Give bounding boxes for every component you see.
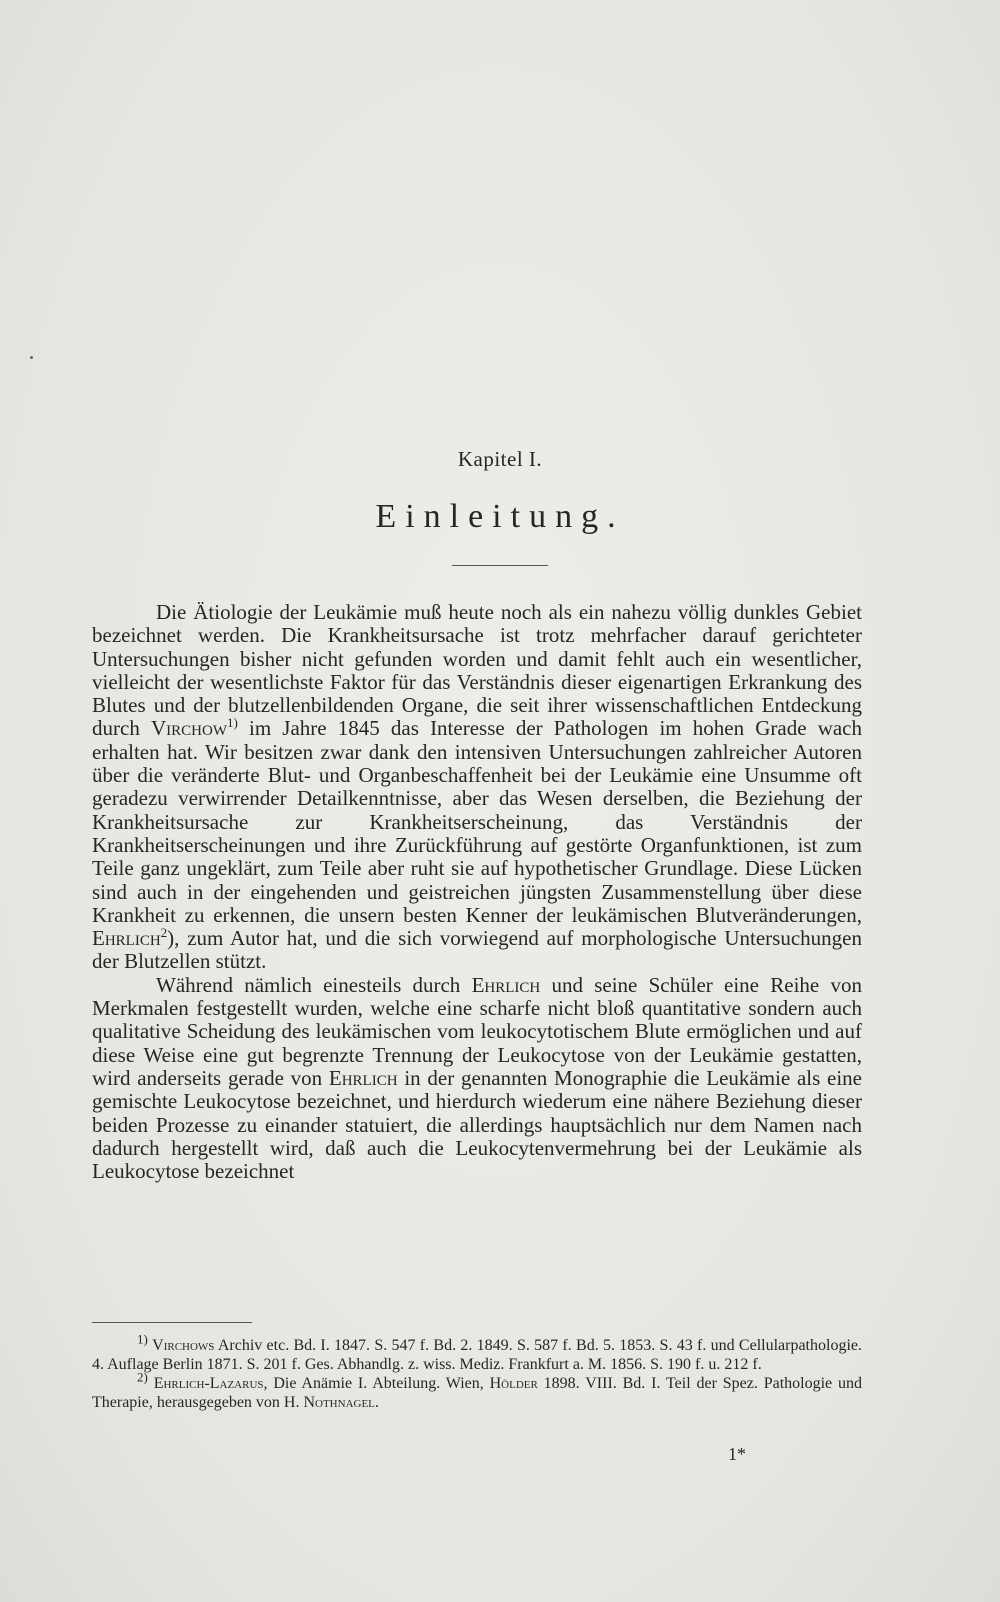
- footnote-2: $^{2)}$ Ehrlich-Lazarus, Die Anämie I. Abteilung. Wien, Hölder 1898. VIII. Bd. I. Teil der Spez. Pathologie und Therapie, herausgegeben von H. Nothnagel.: [92, 1369, 862, 1411]
- footnote-1-mark: 1: [137, 1331, 144, 1347]
- paragraph-2-text-a: Während nämlich einesteils durch: [156, 972, 461, 997]
- author-ehrlich: Ehrlich: [328, 1065, 398, 1090]
- author-ehrlich: Ehrlich: [471, 972, 541, 997]
- margin-speck: [30, 356, 33, 359]
- paragraph-2-text-b: und seine Schüler eine Reihe von Merkmalen festgestellt wurden, welche eine scharfe nicht bloß quantitative sondern auch qualitative Scheidung des leukämischen vom leukocytotischem Blute ermöglichen und auf diese Weise eine gut begrenzte Trennung der Leukocytose von der Leukämie gestatten, wird anderseits gerade von: [92, 972, 862, 1090]
- paragraph-1-text-c: ), zum Autor hat, und die sich vorwiegend auf morphologische Untersuchungen der Blutzellen stützt.: [92, 926, 862, 974]
- footnote-2-publisher: Hölder: [489, 1375, 538, 1392]
- footnote-1: $^{1)}$ Virchows Archiv etc. Bd. I. 1847. S. 547 f. Bd. 2. 1849. S. 587 f. Bd. 5. 1853. S. 43 f. und Cellularpathologie. 4. Auflage Berlin 1871. S. 201 f. Ges. Abhandlg. z. wiss. Mediz. Frankfurt a. M. 1856. S. 190 f. u. 212 f.: [92, 1331, 862, 1373]
- paragraph-2: [92, 974, 862, 1184]
- paragraph-1-text-a: Die Ätiologie der Leukämie muß heute noch als ein nahezu völlig dunkles Gebiet bezeichnet werden. Die Krankheitsursache ist trotz mehrfacher darauf gerichteter Untersuchungen bisher nicht gefunden worden und damit fehlt auch ein wesentlicher, vielleicht der wesentlichste Faktor für das Verständnis dieser eigenartigen Erkrankung des Blutes und der blutzellenbildenden Organe, die seit ihrer wissenschaftlichen Entdeckung durch: [92, 600, 862, 741]
- footnote-2-mark: 2: [137, 1369, 144, 1385]
- chapter-label: Kapitel I.: [457, 447, 543, 471]
- footnote-2-author: Ehrlich-Lazarus: [153, 1375, 264, 1392]
- footnote-1-text: Archiv etc. Bd. I. 1847. S. 547 f. Bd. 2. 1849. S. 587 f. Bd. 5. 1853. S. 43 f. und Cellularpathologie. 4. Auflage Berlin 1871. S. 201 f. Ges. Abhandlg. z. wiss. Mediz. Frankfurt a. M. 1856. S. 190 f. u. 212 f.: [92, 1337, 862, 1373]
- paragraph-1-text-b: im Jahre 1845 das Interesse der Pathologen im hohen Grade wach erhalten hat. Wir besitzen zwar dank den intensiven Untersuchungen zahlreicher Autoren über die veränderte Blut- und Organbeschaffenheit bei der Leukämie eine Unsumme oft geradezu verwirrender Detailkenntnisse, aber das Wesen derselben, die Beziehung der Krankheitsursache zur Krankheitserscheinung, das Verständnis der Krankheitserscheinungen und ihre Zurückführung auf gestörte Organfunktionen, ist zum Teile ganz ungeklärt, zum Teile aber ruht sie auf hypothetischer Grundlage. Diese Lücken sind auch in der eingehenden und geistreichen jüngsten Zusammenstellung über diese Krankheit zu erkennen, die unsern besten Kenner der leukämischen Blutveränderungen,: [92, 716, 863, 927]
- author-virchow: Virchow: [150, 716, 227, 741]
- footnote-2-text-a: , Die Anämie I. Abteilung. Wien,: [263, 1375, 484, 1392]
- footnote-2-editor: Nothnagel: [303, 1394, 375, 1411]
- title-rule: [452, 565, 548, 566]
- footnote-2-text-c: .: [374, 1394, 379, 1411]
- footnote-ref-2: 2: [160, 925, 168, 941]
- footnote-rule: [92, 1322, 252, 1323]
- footnote-ref-1: 1: [226, 715, 234, 731]
- footnote-1-author: Virchows: [152, 1337, 215, 1354]
- footnote-2-text-b: 1898. VIII. Bd. I. Teil der Spez. Pathologie und Therapie, herausgegeben von H.: [92, 1375, 862, 1411]
- chapter-title: Einleitung.: [375, 498, 625, 535]
- sheet-signature: 1*: [728, 1444, 746, 1464]
- body-text: [92, 601, 862, 1183]
- paragraph-2-text-c: in der genannten Monographie die Leukämie als eine gemischte Leukocytose bezeichnet, und hierdurch wiederum eine nähere Beziehung dieser beiden Prozesse zu einander statuiert, die allerdings hauptsächlich nur dem Namen nach dadurch hergestellt wird, daß auch die Leukocytenvermehrung bei der Leukämie als Leukocytose bezeichnet: [92, 1065, 863, 1184]
- paragraph-1: Die Ätiologie der Leukämie muß heute noch als ein nahezu völlig dunkles Gebiet bezeichnet werden. Die Krankheitsursache ist trotz mehrfacher darauf gerichteter Untersuchungen bisher nicht gefunden worden und damit fehlt auch ein wesentlicher, vielleicht der wesentlichste Faktor für das Verständnis dieser eigenartigen Erkrankung des Blutes und der blutzellenbildenden Organe, die seit ihrer wissenschaftlichen Entdeckung durch Virchow$^{1)}$ im Jahre 1845 das Interesse der Pathologen im hohen Grade wach erhalten hat. Wir besitzen zwar dank den intensiven Untersuchungen zahlreicher Autoren über die veränderte Blut- und Organbeschaffenheit bei der Leukämie eine Unsumme oft geradezu verwirrender Detailkenntnisse, aber das Wesen derselben, die Beziehung der Krankheitsursache zur Krankheitserscheinung, das Verständnis der Krankheitserscheinungen und ihre Zurückführung auf gestörte Organfunktionen, ist zum Teile ganz ungeklärt, zum Teile aber ruht sie auf hypothetischer Grundlage. Diese Lücken sind auch in der eingehenden und geistreichen jüngsten Zusammenstellung über diese Krankheit zu erkennen, die unsern besten Kenner der leukämischen Blutveränderungen, Ehrlich$^2$), zum Autor hat, und die sich vorwiegend auf morphologische Untersuchungen der Blutzellen stützt.: [92, 600, 863, 974]
- author-ehrlich: Ehrlich: [92, 926, 161, 951]
- footnotes: [92, 1331, 862, 1412]
